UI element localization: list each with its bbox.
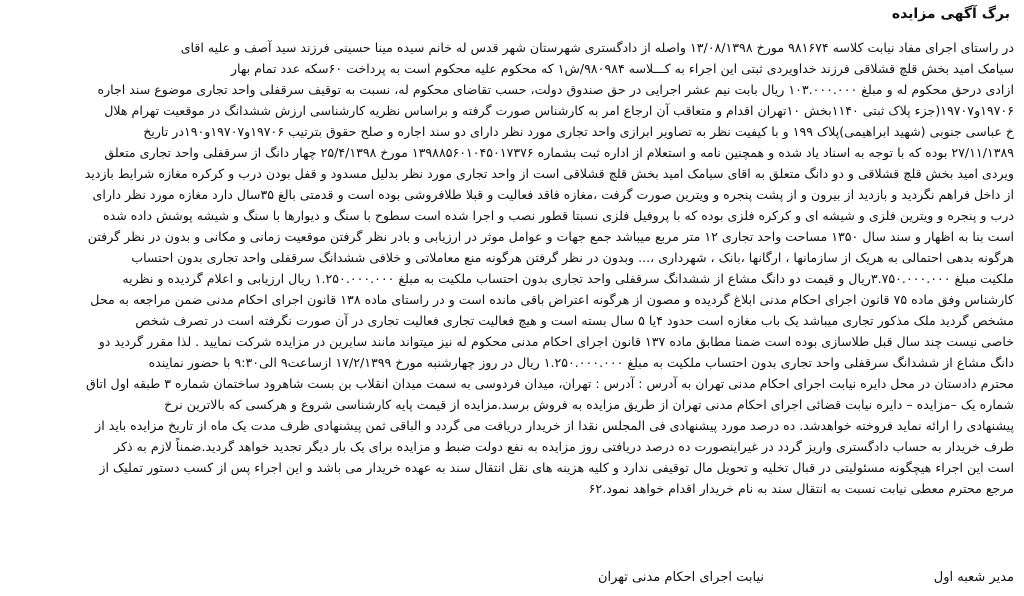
notice-line-14: مشخص گردید ملک مذکور تجاری میباشد یک باب مغازه است حدود ۴یا ۵ سال بسته است و هیچ فعالیت تجاری فعالیت تجاری در آن صورت نگرفته است در تصرف شخص: [135, 313, 1014, 328]
notice-line-7: ویردی امید بخش قلچ قشلاقی و دو دانگ متعلق به اقای سیامک امید بخش قلچ قشلاقی است از واحد تجاری مورد نظر بدلیل مسدود و قفل بودن درب و کرکره مغازه شرایط بازدید: [84, 166, 1014, 181]
notice-line-9: درب و پنجره و ویترین فلزی و شیشه ای و کرکره فلزی بوده که با پروفیل فلزی نسبتا قطور نصب و اجرا شده است سطوح با سنگ و دیوارها با سنگ و شیشه پوشش داده شده: [103, 208, 1014, 223]
notice-line-8: از داخل فراهم نگردید و بازدید از بیرون و از پشت پنجره و ویترین صورت گرفت ،مغازه فاقد فعالیت و قبلا طلافروشی بوده است و قدمتی بالغ ۳۵سال دارد مغازه مورد نظر دارای: [92, 187, 1014, 202]
notice-line-2: سیامک امید بخش قلچ قشلاقی فرزند خداویردی ثبتی این اجراء به کـــلاسه ۹۸۰۹۸۴/ش۱ که محکوم علیه محکوم است به پرداخت ۶۰سکه عدد تمام بهار: [230, 61, 1014, 76]
signature-office-name: نیابت اجرای احکام مدنی تهران: [597, 570, 764, 585]
notice-line-1: در راستای اجرای مفاد نیابت کلاسه ۹۸۱۶۷۴ مورخ ۱۳/۰۸/۱۳۹۸ واصله از دادگستری شهرستان شهر قدس له خانم سیده مینا حسینی فرزند سید آصف و علیه اقای: [180, 40, 1014, 55]
notice-line-16: دانگ مشاع از ششدانگ سرقفلی واحد تجاری بدون احتساب ملکیت به مبلغ ۱.۲۵۰.۰۰۰.۰۰۰ ریال در روز چهارشنبه مورخ ۱۷/۲/۱۳۹۹ ازساعت۹ الی۹:۳۰ با حضور نماینده: [148, 355, 1014, 370]
notice-line-21: است این اجراء هیچگونه مسئولیتی در قبال تخلیه و تحویل مال توقیفی ندارد و کلیه هزینه های نقل انتقال سند به عهده خریدار می باشد و این اجراء پس از کسب دستور تملیک از: [99, 460, 1014, 475]
notice-title: برگ آگهی مزایده: [891, 6, 1010, 22]
notice-line-10: است بنا به اظهار و سند سال ۱۳۵۰ مساحت واحد تجاری ۱۲ متر مربع میباشد جمع جهات و عوامل موثر در ارزیابی و بادر نظر گرفتن موقعیت زمانی و مکانی و بدون در نظر گرفتن: [87, 229, 1014, 244]
notice-line-19: پیشنهادی را ارائه نماید فروخته خواهدشد. ده درصد مورد پیشنهادی فی المجلس نقدا از خریدار دریافت می گردد و الباقی ثمن پیشنهادی ظرف مدت یک ماه از تاریخ مزایده باید از: [95, 418, 1014, 433]
notice-line-18: شماره یک –مزایده – دایره نیابت قضائی اجرای احکام مدنی تهران از طریق مزایده به فروش برسد.مزایده از قیمت پایه کارشناسی شروع و هرکسی که بالاترین نرخ: [164, 397, 1014, 412]
notice-line-22: مرجع محترم معطی نیابت نسبت به انتقال سند به نام خریدار اقدام خواهد نمود.۶۲: [588, 481, 1014, 496]
notice-line-13: کارشناس وفق ماده ۷۵ قانون اجرای احکام مدنی ابلاغ گردیده و مصون از هرگونه اعتراض باقی مانده است و در راستای ماده ۱۳۸ قانون اجرای احکام مدنی ضمن مراجعه به محل: [90, 292, 1014, 307]
notice-line-4: ۱۹۷۰۶و۱۹۷۰۷(جزء پلاک ثبتی ۱۱۴۰بخش ۱۰تهران اقدام و متعاقب آن ارجاع امر به کارشناس صورت گرفته و براساس نظریه کارشناسی ارزش ششدانگ در موقعیت تهرام هلال: [104, 103, 1014, 118]
notice-line-17: محترم دادستان در محل دایره نیابت اجرای احکام مدنی تهران به آدرس : آدرس : تهران، میدان فردوسی به سمت میدان انقلاب بن بست شاهرود ساختمان شماره ۳ طبقه اول اتاق: [85, 376, 1014, 391]
notice-line-12: ملکیت مبلغ ۳.۷۵۰.۰۰۰.۰۰۰ریال و قیمت دو دانگ مشاع از ششدانگ سرقفلی واحد تجاری بدون احتساب ملکیت به مبلغ ۱.۲۵۰.۰۰۰.۰۰۰ ریال ارزیابی و اعلام گردیده و نظریه: [122, 271, 1014, 286]
notice-line-11: هرگونه بدهی احتمالی به هریک از سازمانها ، ارگانها ،بانک ، شهرداری ،... وبدون در نظر گرفتن هرگونه منع معاملاتی و خلافی ششدانگ سرقفلی واحد تجاری بدون احتساب: [131, 250, 1014, 265]
notice-line-20: طرف خریدار به حساب دادگستری واریز گردد در غیراینصورت ده درصد دریافتی روز مزایده به نفع دولت ضبط و مزایده برای یک بار دیگر تجدید خواهد گردید.ضمناً لازم به ذکر: [114, 439, 1014, 454]
notice-line-6: ۲۷/۱۱/۱۳۸۹ بوده که با توجه به اسناد یاد شده و همچنین نامه و استعلام از اداره ثبت بشماره ۱۳۹۸۸۵۶۰۱۰۴۵۰۱۷۳۷۶ مورخ ۲۵/۴/۱۳۹۸ چهار دانگ از سرقفلی واحد تجاری متعلق: [104, 145, 1014, 160]
notice-line-5: خ عباسی جنوبی (شهید ابراهیمی)پلاک ۱۹۹ و با کیفیت نظر به تصاویر ابرازی واحد تجاری مورد نظر دارای دو سند اجاره و صلح حقوق بترتیب ۱۹۷۰۶و۱۹۷۰۷و۱۹۰در تاریخ: [143, 124, 1014, 139]
notice-line-3: ازادی درحق محکوم له و مبلغ ۱۰۳.۰۰۰.۰۰۰ ریال بابت نیم عشر اجرایی در حق صندوق دولت، حسب تقاضای محکوم له، نسبت به توقیف سرقفلی واحد تجاری موضوع سند اجاره: [97, 82, 1014, 97]
signature-branch-manager: مدیر شعبه اول: [933, 570, 1014, 585]
notice-line-15: خاصی نیست چند سال قبل طلاسازی بوده است ضمنا مطابق ماده ۱۳۷ قانون اجرای احکام مدنی محکوم له نیز میتواند مانند سایرین در مزایده شرکت نمایید . لذا مقرر گردید دو: [98, 334, 1014, 349]
